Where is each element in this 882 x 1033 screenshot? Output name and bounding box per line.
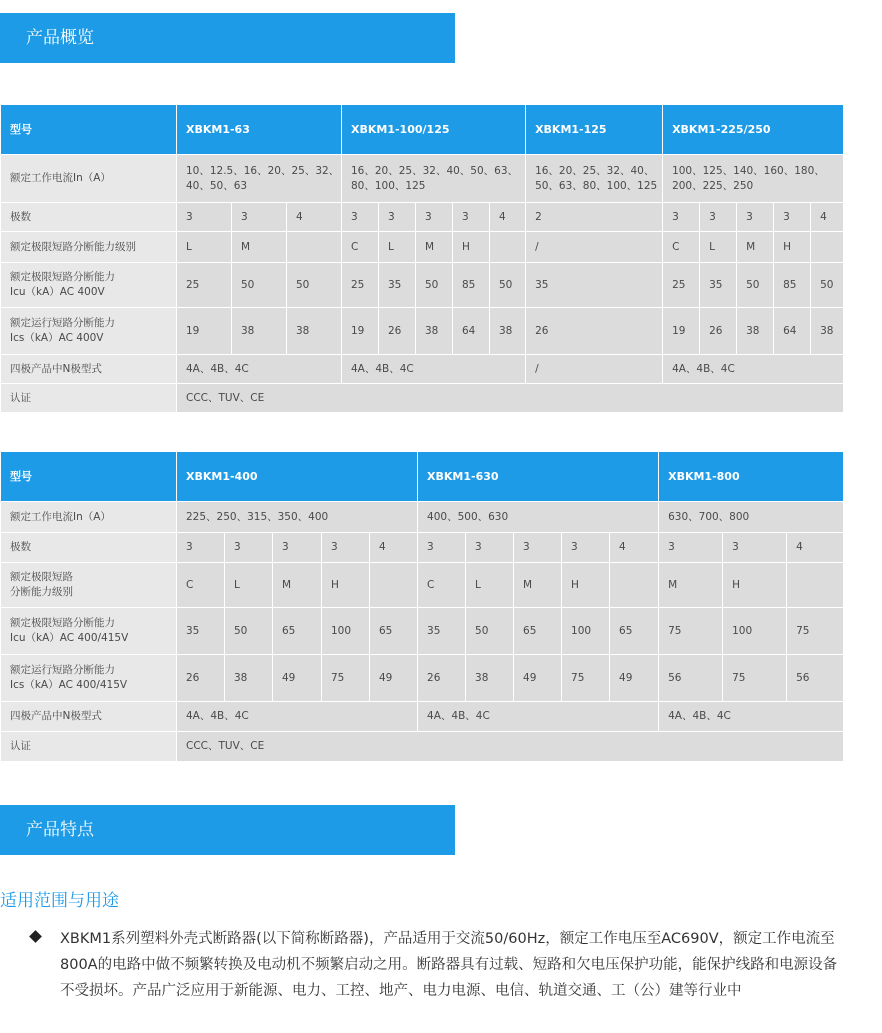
table-cell: 50: [287, 263, 342, 308]
table-cell: 16、20、25、32、40、50、63、80、100、125: [526, 155, 663, 203]
features-banner: [0, 805, 455, 855]
table-cell: 26: [379, 308, 416, 355]
description-paragraph: XBKM1系列塑料外壳式断路器(以下简称断路器)，产品适用于交流50/60Hz，额定工作电压至AC690V，额定工作电流至800A的电路中做不频繁转换及电动机不频繁启动之用。断路器具有过载、短路和欠电压保护功能，能保护线路和电源设备不受损坏。产品广泛应用于新能源、电力、工控、地产、电力电源、电信、轨道交通、工（公）建等行业中: [60, 931, 838, 999]
table-cell: 4: [787, 533, 844, 563]
table-cell: 65: [370, 608, 418, 655]
row-label-line: Icu（kA）AC 400/415V: [10, 632, 129, 644]
header-cell: XBKM1-400: [177, 452, 418, 502]
table-cell: 10、12.5、16、20、25、32、40、50、63: [177, 155, 342, 203]
table-cell: [787, 563, 844, 608]
header-cell: XBKM1-125: [526, 105, 663, 155]
table-row: [1, 308, 844, 355]
table-cell: 38: [490, 308, 526, 355]
table-cell: C: [418, 563, 466, 608]
table-row: [1, 155, 844, 203]
table-cell: 64: [774, 308, 811, 355]
table-row: [1, 702, 844, 732]
spec-table-1: [0, 104, 844, 413]
table-cell: 38: [466, 655, 514, 702]
table-cell: CCC、TUV、CE: [177, 384, 844, 413]
table-cell: 3: [723, 533, 787, 563]
table-cell: 75: [787, 608, 844, 655]
table-cell: 4A、4B、4C: [177, 702, 418, 732]
table-cell: [610, 563, 659, 608]
table-cell: 3: [273, 533, 322, 563]
table-cell: 25: [177, 263, 232, 308]
table-cell: 3: [453, 203, 490, 232]
row-label-line: 额定极限短路: [10, 571, 73, 583]
header-cell: XBKM1-63: [177, 105, 342, 155]
table-cell: C: [177, 563, 225, 608]
table-cell: L: [700, 232, 737, 263]
table-cell: 50: [737, 263, 774, 308]
table-row: [1, 608, 844, 655]
table-row: [1, 655, 844, 702]
table-cell: 26: [526, 308, 663, 355]
table-cell: 26: [700, 308, 737, 355]
table-cell: 50: [416, 263, 453, 308]
table-cell: H: [774, 232, 811, 263]
table-cell: 49: [273, 655, 322, 702]
row-label: 额定极限短路分断能力级别: [1, 232, 177, 263]
table-cell: 630、700、800: [659, 502, 844, 533]
table-cell: [490, 232, 526, 263]
table-cell: L: [177, 232, 232, 263]
table-cell: [811, 232, 844, 263]
table-cell: M: [659, 563, 723, 608]
table-cell: 4A、4B、4C: [342, 355, 526, 384]
table-cell: 65: [514, 608, 562, 655]
table-cell: 4: [811, 203, 844, 232]
row-label: [1, 563, 177, 608]
table-row: [1, 355, 844, 384]
table-cell: 38: [225, 655, 273, 702]
table-cell: 35: [418, 608, 466, 655]
table-row: [1, 203, 844, 232]
table-cell: 4A、4B、4C: [177, 355, 342, 384]
table-cell: M: [416, 232, 453, 263]
table-cell: 3: [562, 533, 610, 563]
table-row: [1, 563, 844, 608]
row-label: 四极产品中N极型式: [1, 355, 177, 384]
table-row: [1, 533, 844, 563]
table-cell: [287, 232, 342, 263]
table-cell: 50: [232, 263, 287, 308]
table-cell: H: [453, 232, 490, 263]
table-cell: 75: [723, 655, 787, 702]
row-label-line: 额定极限短路分断能力: [10, 271, 115, 283]
table-cell: 100: [322, 608, 370, 655]
table-cell: 65: [273, 608, 322, 655]
row-label-line: Ics（kA）AC 400V: [10, 332, 104, 344]
row-label: [1, 655, 177, 702]
table-cell: 25: [663, 263, 700, 308]
table-cell: 26: [177, 655, 225, 702]
table-cell: C: [342, 232, 379, 263]
table-cell: 3: [466, 533, 514, 563]
table-cell: 75: [562, 655, 610, 702]
row-label-line: 额定运行短路分断能力: [10, 664, 115, 676]
table-cell: 3: [225, 533, 273, 563]
table-cell: 56: [787, 655, 844, 702]
table-row: [1, 232, 844, 263]
row-label-line: Ics（kA）AC 400/415V: [10, 679, 128, 691]
diamond-bullet-icon: [29, 930, 42, 943]
table-cell: 75: [322, 655, 370, 702]
table-cell: 35: [379, 263, 416, 308]
header-cell: 型号: [1, 452, 177, 502]
row-label: [1, 308, 177, 355]
table-cell: 38: [737, 308, 774, 355]
table-header-row: [1, 452, 844, 502]
table-row: [1, 384, 844, 413]
table-row: [1, 502, 844, 533]
row-label-line: 分断能力级别: [10, 586, 73, 598]
table-cell: 3: [232, 203, 287, 232]
table-cell: 25: [342, 263, 379, 308]
table-cell: 75: [659, 608, 723, 655]
table-cell: 50: [225, 608, 273, 655]
table-cell: 4A、4B、4C: [418, 702, 659, 732]
table-cell: H: [723, 563, 787, 608]
section-subtitle: 适用范围与用途: [0, 891, 119, 911]
table-cell: 19: [342, 308, 379, 355]
table-cell: 4: [490, 203, 526, 232]
row-label: 额定工作电流In（A）: [1, 502, 177, 533]
row-label: 认证: [1, 384, 177, 413]
row-label-line: Icu（kA）AC 400V: [10, 286, 105, 298]
table-cell: 50: [490, 263, 526, 308]
row-label: 极数: [1, 203, 177, 232]
header-cell: XBKM1-100/125: [342, 105, 526, 155]
table-cell: 3: [774, 203, 811, 232]
table-cell: 38: [811, 308, 844, 355]
table-cell: 400、500、630: [418, 502, 659, 533]
table-cell: 4: [287, 203, 342, 232]
table-cell: 3: [418, 533, 466, 563]
table-cell: 19: [177, 308, 232, 355]
table-cell: 3: [737, 203, 774, 232]
table-cell: 49: [610, 655, 659, 702]
table-cell: 19: [663, 308, 700, 355]
table-cell: 56: [659, 655, 723, 702]
table-cell: 50: [811, 263, 844, 308]
table-cell: 3: [342, 203, 379, 232]
table-cell: 3: [416, 203, 453, 232]
table-cell: /: [526, 232, 663, 263]
table-cell: M: [514, 563, 562, 608]
row-label: 认证: [1, 732, 177, 762]
table-cell: 35: [700, 263, 737, 308]
row-label-line: 额定极限短路分断能力: [10, 617, 115, 629]
table-header-row: [1, 105, 844, 155]
table-cell: 16、20、25、32、40、50、63、80、100、125: [342, 155, 526, 203]
table-cell: 65: [610, 608, 659, 655]
table-row: [1, 732, 844, 762]
table-cell: 26: [418, 655, 466, 702]
table-cell: 38: [232, 308, 287, 355]
row-label: 四极产品中N极型式: [1, 702, 177, 732]
table-cell: 3: [700, 203, 737, 232]
table-cell: 35: [177, 608, 225, 655]
table-cell: 2: [526, 203, 663, 232]
table-cell: 4: [370, 533, 418, 563]
table-cell: M: [273, 563, 322, 608]
table-cell: M: [232, 232, 287, 263]
table-cell: 38: [287, 308, 342, 355]
table-cell: L: [225, 563, 273, 608]
table-cell: 49: [370, 655, 418, 702]
overview-banner: [0, 13, 455, 63]
table-cell: 85: [774, 263, 811, 308]
table-cell: 100: [723, 608, 787, 655]
table-cell: CCC、TUV、CE: [177, 732, 844, 762]
table-cell: 49: [514, 655, 562, 702]
table-cell: 35: [526, 263, 663, 308]
table-cell: C: [663, 232, 700, 263]
table-cell: 38: [416, 308, 453, 355]
table-cell: 3: [379, 203, 416, 232]
header-cell: XBKM1-225/250: [663, 105, 844, 155]
table-cell: 100、125、140、160、180、200、225、250: [663, 155, 844, 203]
table-cell: H: [562, 563, 610, 608]
row-label: [1, 608, 177, 655]
table-cell: 4A、4B、4C: [659, 702, 844, 732]
table-cell: 3: [663, 203, 700, 232]
table-cell: 85: [453, 263, 490, 308]
table-cell: [370, 563, 418, 608]
table-cell: M: [737, 232, 774, 263]
table-cell: 3: [514, 533, 562, 563]
row-label: 额定工作电流In（A）: [1, 155, 177, 203]
row-label: [1, 263, 177, 308]
spec-table-2: [0, 451, 844, 762]
row-label: 极数: [1, 533, 177, 563]
overview-title: 产品概览: [26, 28, 94, 48]
table-cell: 3: [659, 533, 723, 563]
table-cell: 3: [177, 533, 225, 563]
table-cell: 4A、4B、4C: [663, 355, 844, 384]
header-cell: XBKM1-630: [418, 452, 659, 502]
table-cell: 225、250、315、350、400: [177, 502, 418, 533]
table-cell: /: [526, 355, 663, 384]
table-cell: 4: [610, 533, 659, 563]
table-row: [1, 263, 844, 308]
table-cell: 3: [322, 533, 370, 563]
table-cell: L: [466, 563, 514, 608]
table-cell: H: [322, 563, 370, 608]
table-cell: L: [379, 232, 416, 263]
features-title: 产品特点: [26, 820, 94, 840]
table-cell: 100: [562, 608, 610, 655]
row-label-line: 额定运行短路分断能力: [10, 317, 115, 329]
header-cell: 型号: [1, 105, 177, 155]
header-cell: XBKM1-800: [659, 452, 844, 502]
table-cell: 50: [466, 608, 514, 655]
table-cell: 3: [177, 203, 232, 232]
table-cell: 64: [453, 308, 490, 355]
